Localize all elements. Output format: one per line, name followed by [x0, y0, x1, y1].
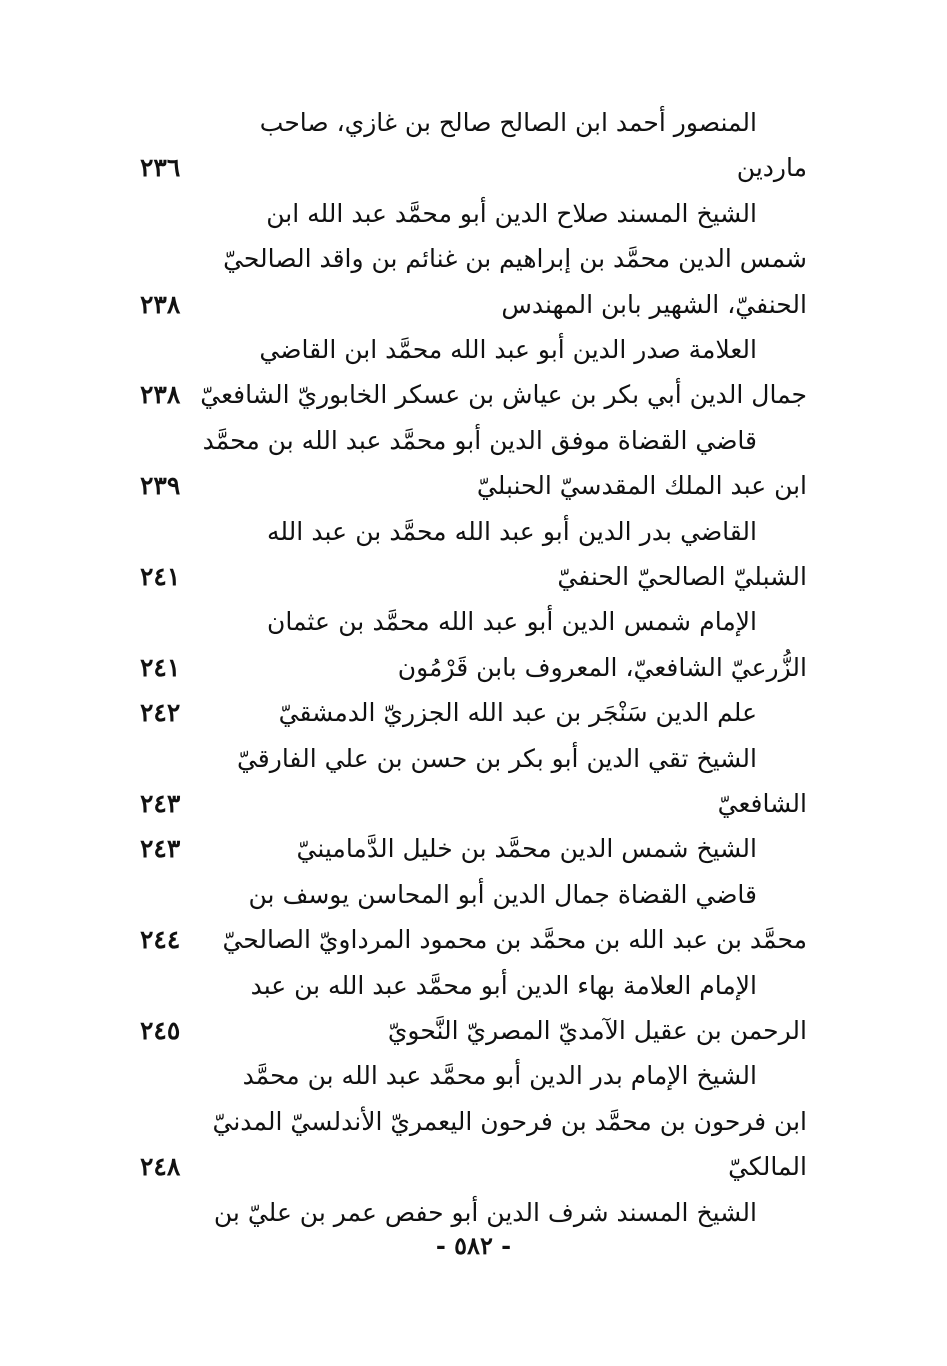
index-page-number: ٢٣٨ — [140, 380, 181, 409]
index-page-number: ٢٤١ — [140, 562, 181, 591]
index-page-number: ٢٣٩ — [140, 471, 181, 500]
index-entry-line: ابن فرحون بن محمَّد بن فرحون اليعمريّ الأندلسيّ المدنيّ — [212, 1107, 807, 1136]
index-page-number: ٢٤١ — [140, 653, 181, 682]
index-entry-line: الشيخ الإمام بدر الدين أبو محمَّد عبد الله بن محمَّد — [242, 1061, 757, 1090]
index-entry-line: الشافعيّ — [717, 789, 807, 818]
page-number-footer: - ٥٨٢ - — [435, 1231, 512, 1260]
index-entry-line: المالكيّ — [728, 1152, 807, 1181]
index-entry-line: قاضي القضاة جمال الدين أبو المحاسن يوسف بن — [248, 880, 757, 909]
index-entry-line: المنصور أحمد ابن الصالح صالح بن غازي، صاحب — [259, 108, 757, 137]
index-entry-line: الزُّرعيّ الشافعيّ، المعروف بابن قَرْمُون — [397, 653, 807, 682]
index-entry-line: الشيخ تقي الدين أبو بكر بن حسن بن علي الفارقيّ — [236, 744, 757, 773]
index-entry-line: القاضي بدر الدين أبو عبد الله محمَّد بن عبد الله — [267, 517, 757, 546]
index-entry-line: الشيخ المسند شرف الدين أبو حفص عمر بن عليّ بن — [213, 1198, 757, 1227]
index-entry-line: الشبليّ الصالحيّ الحنفيّ — [557, 562, 807, 591]
index-entry-line: محمَّد بن عبد الله بن محمَّد بن محمود المرداويّ الصالحيّ — [222, 925, 807, 954]
index-entry-line: الإمام العلامة بهاء الدين أبو محمَّد عبد الله بن عبد — [250, 971, 757, 1000]
index-page-number: ٢٤٣ — [140, 834, 181, 863]
index-entry-line: قاضي القضاة موفق الدين أبو محمَّد عبد الله بن محمَّد — [202, 426, 757, 455]
index-page-number: ٢٣٦ — [140, 153, 181, 182]
index-entry-line: علم الدين سَنْجَر بن عبد الله الجزريّ الدمشقيّ — [278, 698, 757, 727]
index-entry-line: الشيخ المسند صلاح الدين أبو محمَّد عبد الله ابن — [266, 199, 757, 228]
index-entry-line: الرحمن بن عقيل الآمديّ المصريّ النَّحويّ — [387, 1016, 807, 1045]
index-entry-line: شمس الدين محمَّد بن إبراهيم بن غنائم بن واقد الصالحيّ — [223, 244, 807, 273]
index-entry-line: جمال الدين أبي بكر بن عياش بن عسكر الخابوريّ الشافعيّ — [200, 380, 807, 409]
index-page-number: ٢٤٣ — [140, 789, 181, 818]
index-page-number: ٢٤٤ — [140, 925, 181, 954]
index-page-number: ٢٣٨ — [140, 290, 181, 319]
index-entry-line: ماردين — [736, 153, 807, 182]
index-page-number: ٢٤٢ — [140, 698, 181, 727]
index-entry-line: الشيخ شمس الدين محمَّد بن خليل الدَّمامينيّ — [296, 834, 757, 863]
index-entry-line: الإمام شمس الدين أبو عبد الله محمَّد بن عثمان — [267, 607, 757, 636]
index-page-number: ٢٤٥ — [140, 1016, 181, 1045]
index-page-number: ٢٤٨ — [140, 1152, 181, 1181]
index-entry-line: الحنفيّ، الشهير بابن المهندس — [501, 290, 807, 319]
index-entry-line: العلامة صدر الدين أبو عبد الله محمَّد ابن القاضي — [259, 335, 757, 364]
index-entry-line: ابن عبد الملك المقدسيّ الحنبليّ — [476, 471, 807, 500]
